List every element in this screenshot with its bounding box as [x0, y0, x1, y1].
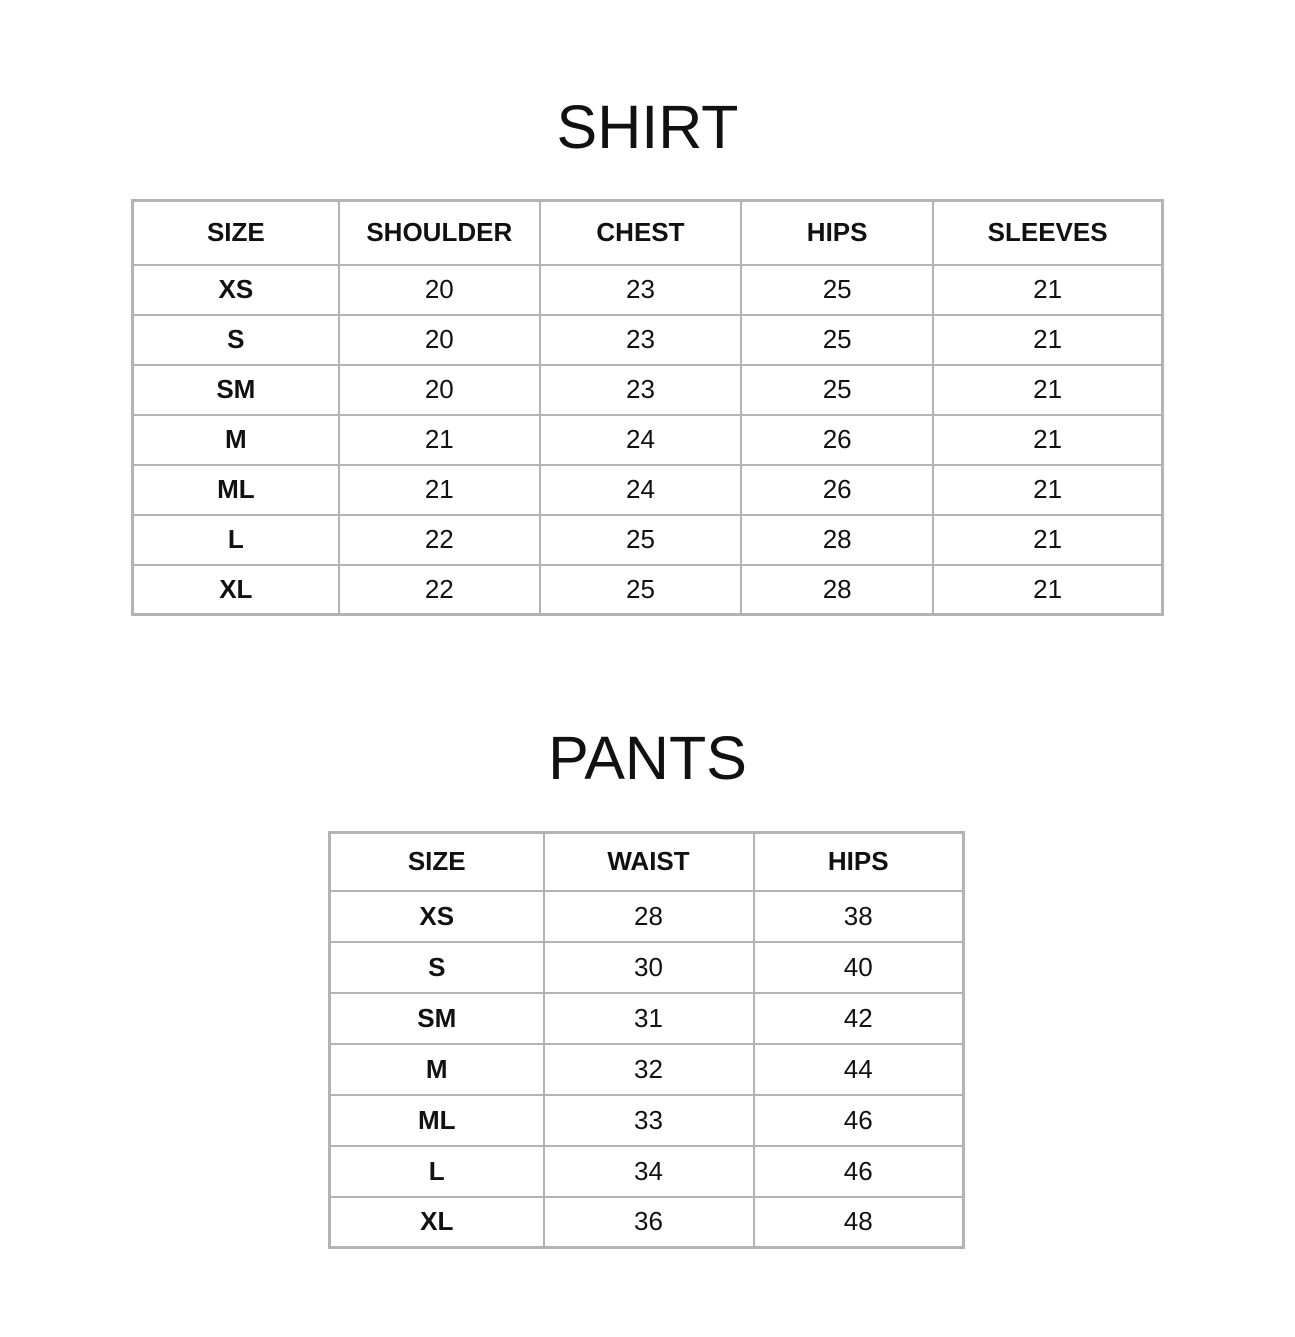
table-row — [133, 465, 1163, 515]
table-row — [330, 1146, 964, 1197]
size-cell: S — [330, 942, 544, 993]
shoulder-cell: 22 — [339, 565, 540, 615]
table-row — [133, 415, 1163, 465]
shirt-size-table — [131, 199, 1164, 616]
chest-cell: 24 — [540, 415, 741, 465]
table-header-row — [330, 833, 964, 891]
shirt-title: SHIRT — [556, 93, 739, 161]
table-row — [330, 1044, 964, 1095]
waist-cell: 30 — [544, 942, 754, 993]
chest-cell: 23 — [540, 365, 741, 415]
sleeves-cell: 21 — [933, 415, 1162, 465]
size-cell: SM — [133, 365, 339, 415]
table-row — [330, 993, 964, 1044]
table-row — [133, 265, 1163, 315]
table-row — [330, 1095, 964, 1146]
table-row — [330, 1197, 964, 1248]
size-cell: XS — [330, 891, 544, 942]
shoulder-cell: 21 — [339, 465, 540, 515]
size-cell: ML — [133, 465, 339, 515]
chest-cell: 25 — [540, 515, 741, 565]
table-row — [330, 891, 964, 942]
chest-cell: 25 — [540, 565, 741, 615]
hips-cell: 25 — [741, 365, 933, 415]
shoulder-cell: 21 — [339, 415, 540, 465]
size-cell: XL — [330, 1197, 544, 1248]
size-cell: S — [133, 315, 339, 365]
size-cell: XL — [133, 565, 339, 615]
table-row — [133, 515, 1163, 565]
size-cell: ML — [330, 1095, 544, 1146]
shoulder-cell: 20 — [339, 265, 540, 315]
hips-cell: 38 — [754, 891, 964, 942]
hips-cell: 28 — [741, 515, 933, 565]
column-header-shoulder: SHOULDER — [339, 201, 540, 265]
column-header-hips: HIPS — [741, 201, 933, 265]
hips-cell: 40 — [754, 942, 964, 993]
size-cell: L — [330, 1146, 544, 1197]
hips-cell: 25 — [741, 315, 933, 365]
hips-cell: 42 — [754, 993, 964, 1044]
shoulder-cell: 20 — [339, 315, 540, 365]
column-header-chest: CHEST — [540, 201, 741, 265]
hips-cell: 44 — [754, 1044, 964, 1095]
column-header-waist: WAIST — [544, 833, 754, 891]
sleeves-cell: 21 — [933, 565, 1162, 615]
hips-cell: 26 — [741, 415, 933, 465]
hips-cell: 48 — [754, 1197, 964, 1248]
size-cell: M — [330, 1044, 544, 1095]
column-header-hips: HIPS — [754, 833, 964, 891]
waist-cell: 34 — [544, 1146, 754, 1197]
pants-size-table — [328, 831, 965, 1249]
hips-cell: 26 — [741, 465, 933, 515]
sleeves-cell: 21 — [933, 365, 1162, 415]
sleeves-cell: 21 — [933, 515, 1162, 565]
shoulder-cell: 20 — [339, 365, 540, 415]
hips-cell: 25 — [741, 265, 933, 315]
hips-cell: 46 — [754, 1146, 964, 1197]
sleeves-cell: 21 — [933, 265, 1162, 315]
sleeves-cell: 21 — [933, 315, 1162, 365]
waist-cell: 33 — [544, 1095, 754, 1146]
size-cell: SM — [330, 993, 544, 1044]
pants-title: PANTS — [548, 724, 747, 792]
table-row — [133, 315, 1163, 365]
chest-cell: 23 — [540, 265, 741, 315]
shoulder-cell: 22 — [339, 515, 540, 565]
waist-cell: 32 — [544, 1044, 754, 1095]
column-header-sleeves: SLEEVES — [933, 201, 1162, 265]
table-row — [133, 365, 1163, 415]
column-header-size: SIZE — [133, 201, 339, 265]
chest-cell: 24 — [540, 465, 741, 515]
chest-cell: 23 — [540, 315, 741, 365]
table-row — [133, 565, 1163, 615]
hips-cell: 46 — [754, 1095, 964, 1146]
table-row — [330, 942, 964, 993]
size-cell: L — [133, 515, 339, 565]
size-cell: M — [133, 415, 339, 465]
table-header-row — [133, 201, 1163, 265]
waist-cell: 28 — [544, 891, 754, 942]
waist-cell: 36 — [544, 1197, 754, 1248]
hips-cell: 28 — [741, 565, 933, 615]
sleeves-cell: 21 — [933, 465, 1162, 515]
size-cell: XS — [133, 265, 339, 315]
column-header-size: SIZE — [330, 833, 544, 891]
waist-cell: 31 — [544, 993, 754, 1044]
